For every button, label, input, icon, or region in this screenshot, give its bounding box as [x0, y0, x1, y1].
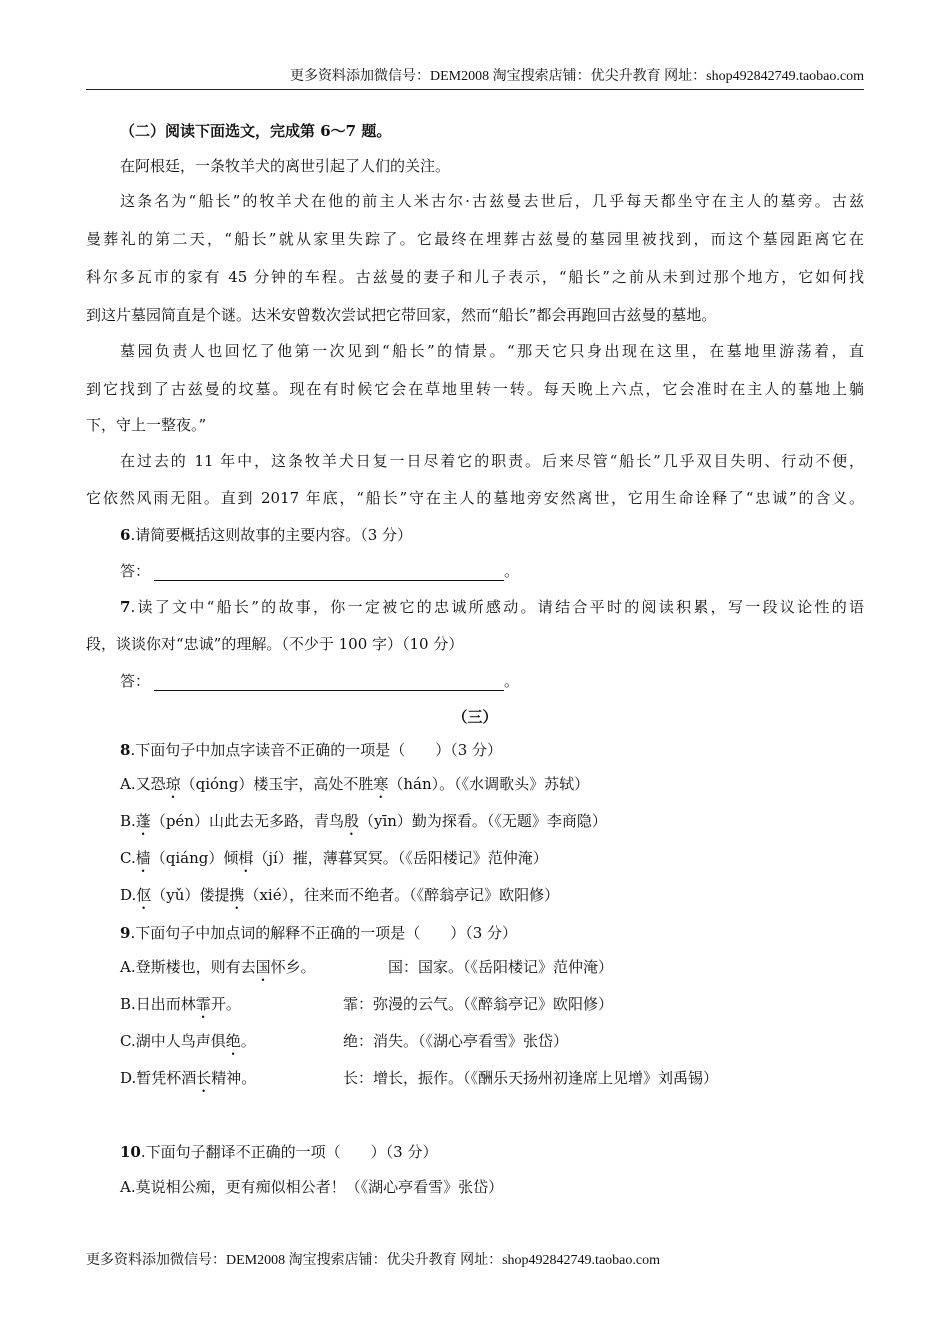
question-6-number: 6 — [120, 526, 131, 544]
question-9-option-b-explanation: 霏：弥漫的云气。（《醉翁亭记》欧阳修） — [343, 995, 614, 1013]
question-7-line-2: 段，谈谈你对“忠诚”的理解。（不少于 100 字）（10 分） — [86, 635, 464, 653]
question-8-text: .下面句子中加点字读音不正确的一项是（ ）（3 分） — [130, 741, 503, 759]
answer-end: 。 — [504, 562, 520, 580]
dotted-char: 国 — [255, 958, 271, 976]
paragraph-1: 在阿根廷，一条牧羊犬的离世引起了人们的关注。 — [120, 157, 451, 175]
paragraph-4-line-2: 它依然风雨无阻。直到 2017 年底，“船长”守在主人的墓地旁安然离世，它用生命诠释了“忠诚”的含义。 — [86, 489, 864, 507]
section-2-title: （二）阅读下面选文，完成第 6～7 题。 — [120, 122, 392, 140]
option-text: （pén）山此去无多路，青鸟 — [150, 812, 344, 830]
option-text: （yǔ）偻提 — [151, 886, 230, 904]
question-6-text: .请简要概括这则故事的主要内容。（3 分） — [130, 526, 413, 544]
dotted-char: 绝 — [225, 1032, 241, 1050]
question-9-option-c[interactable] — [120, 1030, 256, 1059]
option-text: （hán）。（《水调歌头》苏轼） — [388, 775, 590, 793]
answer-blank[interactable] — [154, 675, 504, 691]
paragraph-2-line-3: 科尔多瓦市的家有 45 分钟的车程。古兹曼的妻子和儿子表示，“船长”之前从未到过那个地方，它如何找 — [86, 268, 864, 286]
question-7-line-1 — [120, 596, 864, 617]
question-10-number: 10 — [120, 1143, 141, 1161]
question-7-answer — [120, 670, 519, 691]
dotted-char: 携 — [229, 886, 245, 904]
option-text: 开。 — [210, 995, 241, 1013]
dotted-char: 霏 — [195, 995, 211, 1013]
question-9 — [120, 922, 517, 943]
dotted-char: 楫 — [238, 849, 254, 867]
dotted-char: 殷 — [343, 812, 359, 830]
page-footer: 更多资料添加微信号：DEM2008 淘宝搜索店铺：优尖升教育 网址：shop492842749.taobao.com — [86, 1253, 660, 1268]
question-9-option-a-explanation: 国：国家。（《岳阳楼记》范仲淹） — [388, 958, 614, 976]
question-9-option-c-explanation: 绝：消失。（《湖心亭看雪》张岱） — [343, 1032, 569, 1050]
question-9-option-b[interactable] — [120, 993, 241, 1022]
option-text: A.登斯楼也，则有去 — [120, 958, 256, 976]
dotted-char: 蓬 — [135, 812, 151, 830]
option-text: 。 — [240, 1032, 256, 1050]
option-text: （qióng）楼玉宇，高处不胜 — [180, 775, 374, 793]
paragraph-3-line-1: 墓园负责人也回忆了他第一次见到“船长”的情景。“那天它只身出现在这里，在墓地里游荡着，直 — [120, 342, 864, 360]
option-text: B. — [120, 812, 136, 830]
option-text: 怀乡。 — [270, 958, 316, 976]
paragraph-4-line-1: 在过去的 11 年中，这条牧羊犬日复一日尽着它的职责。后来尽管“船长”几乎双目失明、行动不便， — [120, 452, 864, 470]
option-text: D. — [120, 886, 137, 904]
question-8-option-d[interactable] — [120, 884, 559, 913]
dotted-char: 长 — [196, 1069, 212, 1087]
question-6-answer — [120, 560, 519, 581]
question-8-number: 8 — [120, 741, 131, 759]
option-text: 精神。 — [211, 1069, 257, 1087]
answer-label: 答： — [120, 672, 151, 690]
question-8-option-b[interactable] — [120, 810, 607, 839]
option-text: B.日出而林 — [120, 995, 196, 1013]
question-9-number: 9 — [120, 924, 131, 942]
question-9-text: .下面句子中加点词的解释不正确的一项是（ ）（3 分） — [130, 924, 518, 942]
paragraph-3-line-2: 到它找到了古兹曼的坟墓。现在有时候它会在草地里转一转。每天晚上六点，它会准时在主人的墓地上躺 — [86, 380, 864, 398]
question-8 — [120, 739, 502, 760]
dotted-char: 伛 — [136, 886, 152, 904]
question-9-option-d[interactable] — [120, 1067, 256, 1096]
paragraph-2-line-2: 曼葬礼的第二天，“船长”就从家里失踪了。它最终在埋葬古兹曼的墓园里被找到，而这个墓园距离它在 — [86, 230, 864, 248]
question-10-option-a[interactable]: A.莫说相公痴，更有痴似相公者！（《湖心亭看雪》张岱） — [120, 1178, 504, 1196]
paragraph-2-line-1: 这条名为“船长”的牧羊犬在他的前主人米古尔·古兹曼去世后，几乎每天都坐守在主人的墓旁。古兹 — [120, 192, 864, 210]
question-8-option-a[interactable] — [120, 773, 589, 802]
dotted-char: 琼 — [165, 775, 181, 793]
question-7-text: .读了文中“船长”的故事，你一定被它的忠诚所感动。请结合平时的阅读积累，写一段议论性的语 — [130, 598, 864, 616]
dotted-char: 樯 — [135, 849, 151, 867]
option-text: （qiáng）倾 — [150, 849, 239, 867]
question-6 — [120, 524, 412, 545]
paragraph-2-line-4: 到这片墓园简直是个谜。达米安曾数次尝试把它带回家，然而“船长”都会再跑回古兹曼的墓地。 — [86, 306, 717, 324]
question-9-option-d-explanation: 长：增长，振作。（《酬乐天扬州初逢席上见增》刘禹锡） — [343, 1069, 719, 1087]
option-text: （jí）摧，薄暮冥冥。（《岳阳楼记》范仲淹） — [253, 849, 548, 867]
paragraph-3-line-3: 下，守上一整夜。” — [86, 416, 207, 434]
option-text: C. — [120, 849, 136, 867]
question-10 — [120, 1141, 437, 1162]
answer-blank[interactable] — [154, 565, 504, 581]
question-7-number: 7 — [120, 598, 131, 616]
question-8-option-c[interactable] — [120, 847, 548, 876]
section-3-title: （三） — [452, 708, 498, 726]
page-header: 更多资料添加微信号：DEM2008 淘宝搜索店铺：优尖升教育 网址：shop492842749.taobao.com — [86, 68, 864, 90]
question-9-option-a[interactable] — [120, 956, 316, 985]
question-10-text: .下面句子翻译不正确的一项（ ）（3 分） — [140, 1143, 438, 1161]
option-text: D.暂凭杯酒 — [120, 1069, 197, 1087]
answer-end: 。 — [504, 672, 520, 690]
option-text: （yīn）勤为探看。（《无题》李商隐） — [358, 812, 607, 830]
answer-label: 答： — [120, 562, 151, 580]
option-text: C.湖中人鸟声俱 — [120, 1032, 226, 1050]
option-text: （xié），往来而不绝者。（《醉翁亭记》欧阳修） — [244, 886, 560, 904]
option-text: A.又恐 — [120, 775, 166, 793]
dotted-char: 寒 — [373, 775, 389, 793]
